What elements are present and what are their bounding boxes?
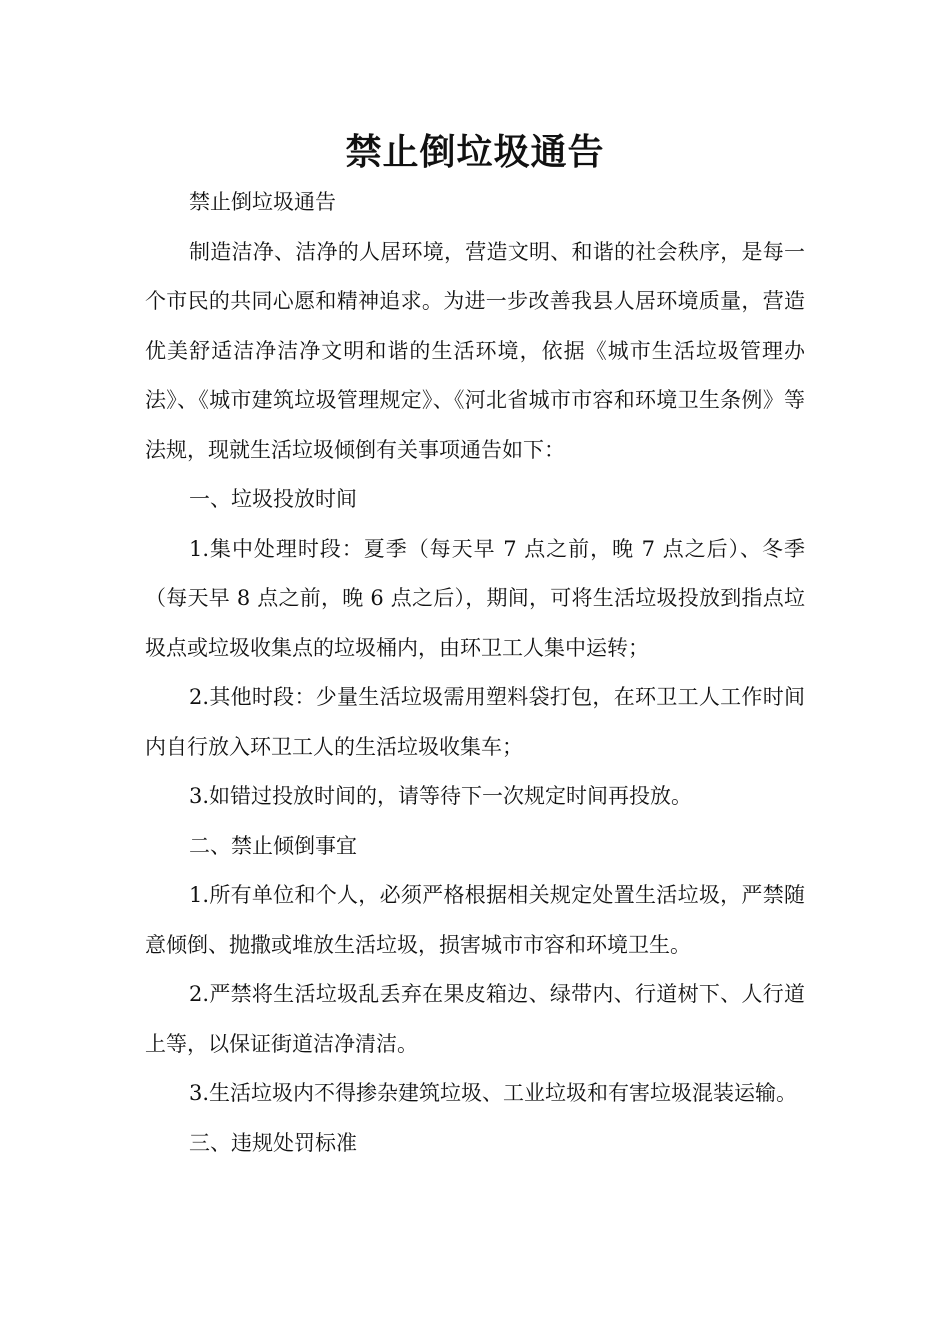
document-body (145, 178, 805, 1168)
section-item: 1.集中处理时段：夏季（每天早 7 点之前，晚 7 点之后）、冬季（每天早 8 点之前，晚 6 点之后），期间，可将生活垃圾投放到指点垃圾点或垃圾收集点的垃圾桶内，由环卫工人集中运转； (145, 536, 805, 660)
section-item: 1.所有单位和个人，必须严格根据相关规定处置生活垃圾，严禁随意倾倒、抛撒或堆放生活垃圾，损害城市市容和环境卫生。 (145, 883, 805, 957)
section-heading: 二、禁止倾倒事宜 (189, 833, 357, 858)
section-item: 2.严禁将生活垃圾乱丢弃在果皮箱边、绿带内、行道树下、人行道上等，以保证街道洁净清洁。 (145, 982, 805, 1056)
intro-paragraph: 制造洁净、洁净的人居环境，营造文明、和谐的社会秩序，是每一个市民的共同心愿和精神追求。为进一步改善我县人居环境质量，营造优美舒适洁净洁净文明和谐的生活环境，依据《城市生活垃圾管理办法》、《城市建筑垃圾管理规定》、《河北省城市市容和环境卫生条例》等法规，现就生活垃圾倾倒有关事项通告如下： (145, 239, 805, 462)
section-item: 3.生活垃圾内不得掺杂建筑垃圾、工业垃圾和有害垃圾混装运输。 (189, 1081, 798, 1105)
section-heading: 三、违规处罚标准 (189, 1130, 357, 1155)
document-subtitle: 禁止倒垃圾通告 (189, 190, 336, 214)
document-title: 禁止倒垃圾通告 (345, 132, 605, 173)
section-heading: 一、垃圾投放时间 (189, 487, 357, 511)
section-item: 2.其他时段：少量生活垃圾需用塑料袋打包，在环卫工人工作时间内自行放入环卫工人的生活垃圾收集车； (145, 685, 805, 759)
section-item: 3.如错过投放时间的，请等待下一次规定时间再投放。 (189, 784, 693, 808)
